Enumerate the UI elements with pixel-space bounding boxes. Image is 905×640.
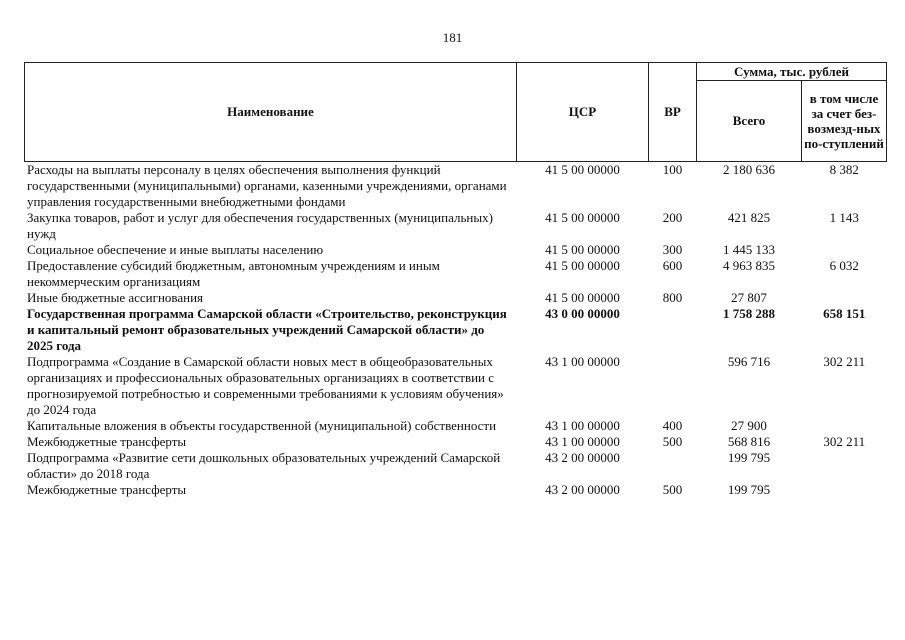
row-total: 1 758 288 xyxy=(723,306,775,321)
header-name: Наименование xyxy=(25,63,517,162)
row-vr: 200 xyxy=(662,210,683,225)
row-vr: 800 xyxy=(662,290,683,305)
row-name: Иные бюджетные ассигнования xyxy=(27,290,204,305)
row-total: 199 795 xyxy=(727,482,771,497)
row-name: Государственная программа Самарской области «Строительство, реконструкция и капитальный ремонт образовательных учреждений Самарской области» до 2025 года xyxy=(27,306,507,353)
table-header xyxy=(25,63,887,162)
row-csr: 41 5 00 00000 xyxy=(545,290,620,305)
row-name: Предоставление субсидий бюджетным, автономным учреждениям и иным некоммерческим организациям xyxy=(27,258,440,289)
table-row xyxy=(25,242,887,258)
row-grant: 1 143 xyxy=(829,210,859,225)
table-row xyxy=(25,290,887,306)
row-grant: 302 211 xyxy=(823,354,866,369)
row-grant xyxy=(802,242,887,258)
row-vr: 300 xyxy=(662,242,683,257)
table-row xyxy=(25,450,887,482)
row-grant xyxy=(802,290,887,306)
row-name: Расходы на выплаты персоналу в целях обеспечения выполнения функций государственными (муниципальными) органами, казенными учреждениями, органами управления государственными внебюджетными фондами xyxy=(27,162,507,209)
row-total: 2 180 636 xyxy=(723,162,775,177)
table-row xyxy=(25,306,887,354)
row-name: Подпрограмма «Развитие сети дошкольных образовательных учреждений Самарской области» до 2018 года xyxy=(27,450,501,481)
table-row xyxy=(25,162,887,211)
row-name: Социальное обеспечение и иные выплаты населению xyxy=(27,242,324,257)
row-grant: 6 032 xyxy=(829,258,859,273)
row-grant: 658 151 xyxy=(823,306,866,321)
row-vr xyxy=(649,450,697,482)
row-total: 199 795 xyxy=(727,450,771,465)
header-sum-group: Сумма, тыс. рублей xyxy=(697,63,887,81)
row-vr xyxy=(649,306,697,354)
row-vr: 600 xyxy=(662,258,683,273)
row-vr: 500 xyxy=(662,434,683,449)
row-csr: 41 5 00 00000 xyxy=(545,258,620,273)
table-row xyxy=(25,482,887,498)
table-body xyxy=(25,162,887,499)
row-vr: 100 xyxy=(662,162,683,177)
row-name: Закупка товаров, работ и услуг для обеспечения государственных (муниципальных) нужд xyxy=(27,210,493,241)
row-csr: 43 2 00 00000 xyxy=(545,450,620,465)
row-total: 596 716 xyxy=(727,354,771,369)
row-csr: 41 5 00 00000 xyxy=(545,242,620,257)
header-csr: ЦСР xyxy=(517,63,649,162)
row-grant: 302 211 xyxy=(823,434,866,449)
header-total: Всего xyxy=(697,81,802,162)
table-row xyxy=(25,434,887,450)
row-vr xyxy=(649,354,697,418)
budget-table xyxy=(24,62,887,498)
row-total: 1 445 133 xyxy=(723,242,775,257)
table-row xyxy=(25,258,887,290)
row-total: 421 825 xyxy=(727,210,771,225)
row-csr: 43 0 00 00000 xyxy=(545,306,620,321)
row-grant xyxy=(802,450,887,482)
row-csr: 41 5 00 00000 xyxy=(545,162,620,177)
table-row xyxy=(25,354,887,418)
row-name: Капитальные вложения в объекты государственной (муниципальной) собственности xyxy=(27,418,497,433)
row-grant xyxy=(802,482,887,498)
row-name: Межбюджетные трансферты xyxy=(27,482,187,497)
row-grant xyxy=(802,418,887,434)
table-row xyxy=(25,210,887,242)
header-vr: ВР xyxy=(649,63,697,162)
row-name: Подпрограмма «Создание в Самарской области новых мест в общеобразовательных организациях и профессиональных образовательных организациях в соответствии с прогнозируемой потребностью и современными требованиями к условиям обучения» до 2024 года xyxy=(27,354,504,417)
row-grant: 8 382 xyxy=(829,162,859,177)
row-csr: 41 5 00 00000 xyxy=(545,210,620,225)
row-csr: 43 1 00 00000 xyxy=(545,354,620,369)
row-csr: 43 1 00 00000 xyxy=(545,434,620,449)
row-total: 568 816 xyxy=(727,434,771,449)
row-vr: 500 xyxy=(662,482,683,497)
row-csr: 43 2 00 00000 xyxy=(545,482,620,497)
row-total: 4 963 835 xyxy=(723,258,775,273)
table-row xyxy=(25,418,887,434)
header-grant: в том числе за счет без-возмезд-ных по-ступлений xyxy=(802,81,887,162)
row-vr: 400 xyxy=(662,418,683,433)
page-number: 181 xyxy=(442,30,463,45)
row-total: 27 807 xyxy=(731,290,767,305)
row-csr: 43 1 00 00000 xyxy=(545,418,620,433)
row-total: 27 900 xyxy=(731,418,767,433)
row-name: Межбюджетные трансферты xyxy=(27,434,187,449)
